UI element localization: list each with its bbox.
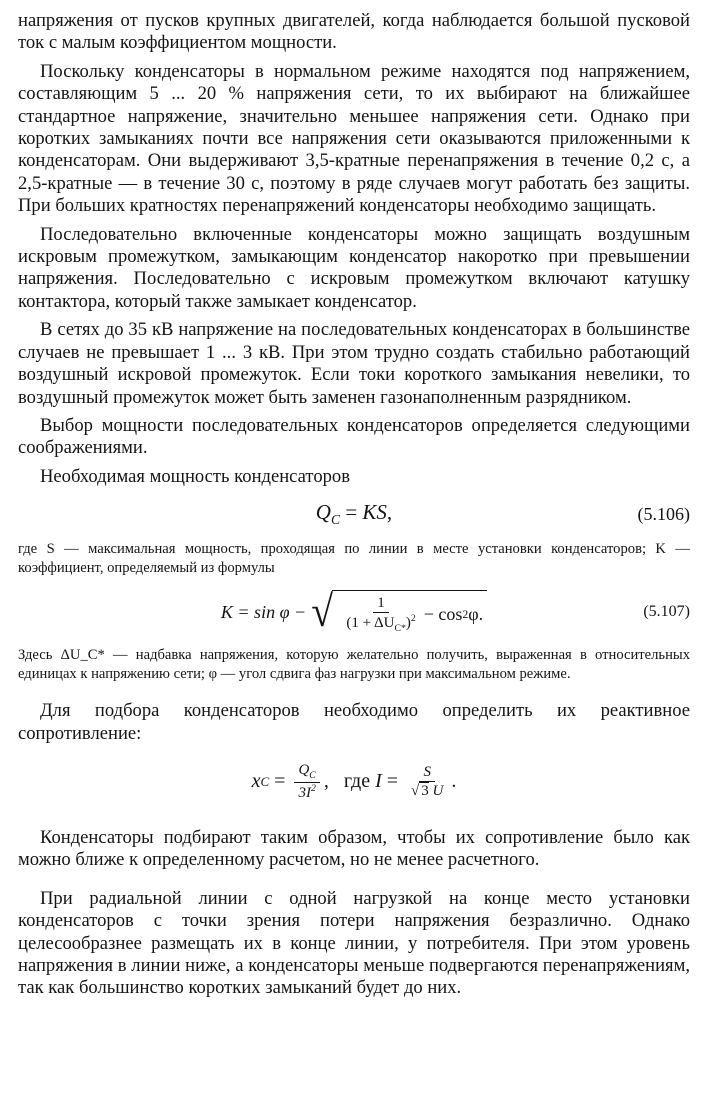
paragraph-2: Поскольку конденсаторы в нормальном режиме находятся под напряжением, составляющим 5 ... 20 % напряжения сети, то их выбирают на ближайшее стандартное напряжение, значительно меньшее напряжения сети. Однако при коротких замыканиях почти все напряжения сети оказываются приложенными к конденсаторам. Они выдерживают 3,5-кратные перенапряжения в течение 0,2 с, а 2,5-кратные — в течение 30 с, поэтому в ряде случаев могут работать без защиты. При больших кратностях перенапряжений конденсаторы необходимо защищать. — [18, 60, 690, 217]
q-num-sub: C — [309, 770, 316, 782]
numerator: 1 — [373, 595, 389, 613]
q-den-sup: 2 — [310, 782, 316, 794]
i-symbol: I — [375, 770, 382, 793]
paragraph-3: Последовательно включенные конденсаторы можно защищать воздушным искровым промежутком, замыкающим конденсатор накоротко при превышении напряжения. Последовательно с искровым промежутком включают катушку контактора, который также замыкает конденсатор. — [18, 223, 690, 312]
q-den: 3I — [298, 784, 311, 801]
denominator — [342, 613, 419, 635]
u-symbol: U — [428, 783, 444, 800]
x-symbol: x — [251, 770, 261, 793]
formula-rhs: KS, — [362, 500, 393, 525]
eq2: = — [381, 770, 404, 793]
formula-lhs: K = sin φ − — [220, 601, 307, 622]
den-sub: C* — [394, 622, 406, 634]
paragraph-8: Конденсаторы подбирают таким образом, чтобы их сопротивление было как можно ближе к определенному расчетом, но не менее расчетного. — [18, 826, 690, 871]
sqrt-sign: √ — [411, 783, 420, 800]
paragraph-6: Необходимая мощность конденсаторов — [40, 465, 350, 487]
paragraph-4: В сетях до 35 кВ напряжение на последовательных конденсаторах в большинстве случаев не превышает 1 ... 3 кВ. При этом трудно создать стабильно работающий воздушный искровой промежуток. Если токи короткого замыкания невелики, то воздушный промежуток может быть заменен газонаполненным разрядником. — [18, 319, 690, 408]
tail: − cos — [423, 604, 463, 625]
formula-reactance — [18, 753, 690, 811]
formula-5-106 — [18, 494, 690, 534]
note-2: Здесь ΔU_C* — надбавка напряжения, которую желательно получить, выраженная в относительных единицах к напряжению сети; φ — угол сдвига фаз нагрузки при максимальном режиме. — [18, 647, 690, 683]
sqrt — [310, 586, 487, 636]
fraction-s — [407, 764, 447, 800]
den-a: (1 + ΔU — [346, 614, 395, 631]
den-b: ) — [405, 614, 411, 631]
q-num: Q — [298, 762, 310, 779]
radical-sign: √ — [311, 586, 334, 636]
end-dot: . — [451, 770, 457, 793]
sqrt-three: 3 — [421, 783, 429, 800]
s-numerator: S — [419, 764, 435, 782]
paragraph-5: Выбор мощности последовательных конденсаторов определяется следующими соображениями. — [18, 414, 690, 459]
formula-number: (5.107) — [643, 603, 690, 621]
eq1: = — [269, 770, 291, 793]
q-denominator — [294, 783, 319, 802]
page — [18, 10, 690, 1000]
formula-5-106-expr — [316, 500, 392, 528]
formula-number: (5.106) — [637, 503, 690, 524]
tail-b: φ. — [468, 604, 484, 625]
radicand — [332, 590, 487, 635]
note-1: где S — максимальная мощность, проходящая по линии в месте установки конденсаторов; K — коэффициент, определяемый из формулы — [18, 541, 690, 577]
fraction — [342, 595, 419, 635]
tail-sup: 2 — [462, 608, 469, 622]
formula-eq: = — [340, 500, 363, 525]
x-sub: C — [260, 773, 270, 789]
formula-lhs-sub: C — [330, 512, 341, 528]
paragraph-9: При радиальной линии с одной нагрузкой на конце место установки конденсаторов с точки зрения потери напряжения безразлично. Однако целесообразнее размещать их в конце линии, у потребителя. При этом уровень напряжения в линии ниже, а конденсаторы меньше подвергаются перенапряжениям, так как большинство коротких замыканий будет до них. — [18, 887, 690, 999]
formula-lhs: Q — [315, 500, 331, 525]
where-text: , где — [323, 770, 376, 793]
q-numerator — [294, 762, 319, 782]
paragraph-1: напряжения от пусков крупных двигателей, когда наблюдается большой пусковой ток с малым коэффициентом мощности. — [18, 10, 690, 54]
paragraph-7: Для подбора конденсаторов необходимо определить их реактивное сопротивление: — [18, 700, 690, 744]
s-denominator — [407, 782, 447, 800]
den-sup: 2 — [410, 612, 416, 624]
fraction-q — [294, 762, 319, 801]
formula-reactance-expr — [252, 762, 457, 801]
formula-5-107-expr — [220, 586, 487, 636]
formula-5-107 — [18, 584, 690, 640]
